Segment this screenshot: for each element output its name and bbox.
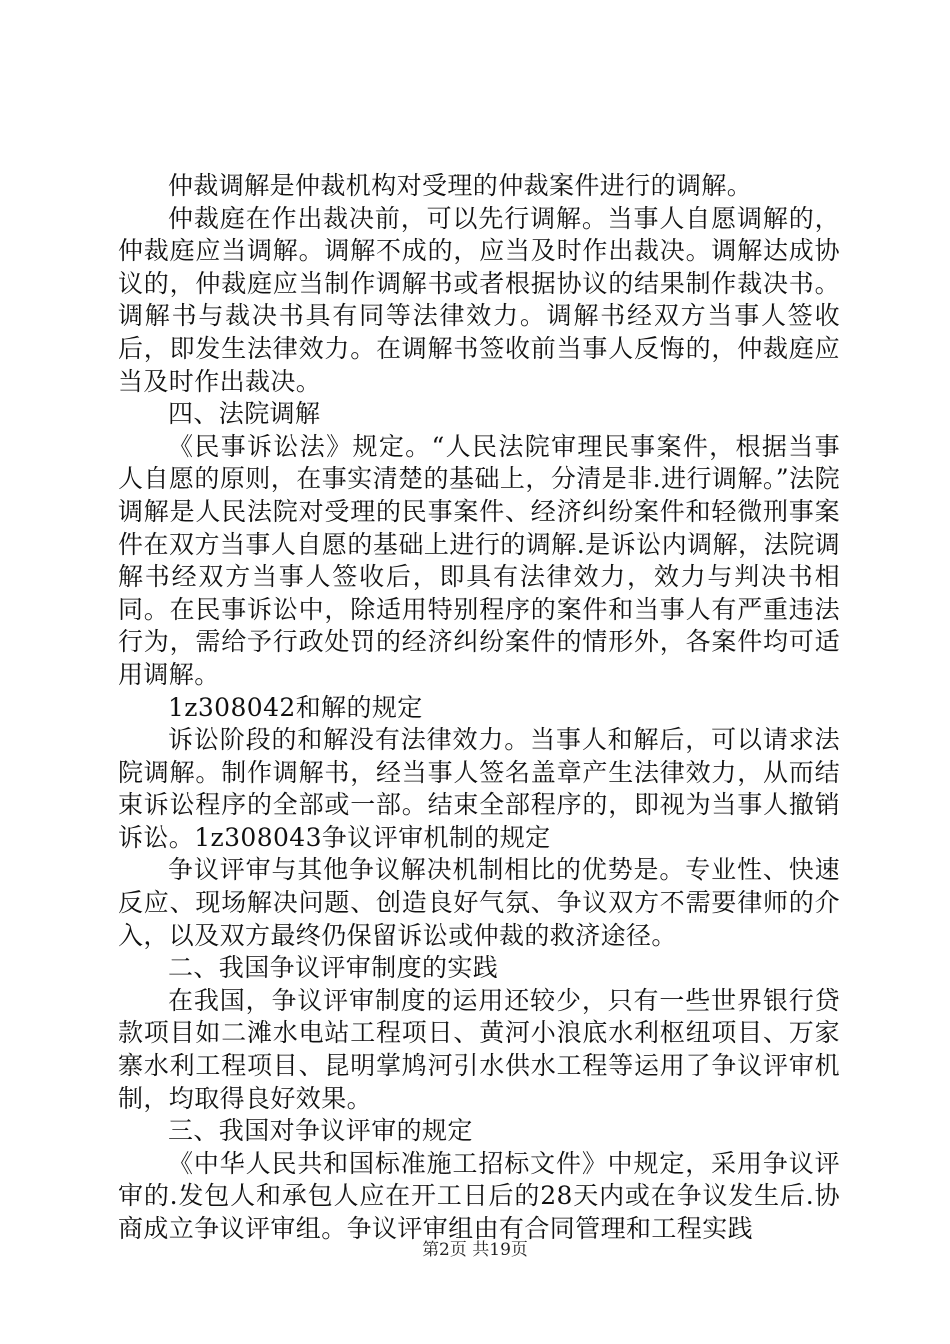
paragraph-arbitration-mediation: 仲裁调解是仲裁机构对受理的仲裁案件进行的调解。 (168, 171, 753, 200)
paragraph-standard-bidding-document: 《中华人民共和国标准施工招标文件》中规定，采用争议评审的.发包人和承包人应在开工日后的28天内或在争议发生后.协商成立争议评审组。争议评审组由有合同管理和工程实践 (118, 1148, 840, 1243)
paragraph-dispute-review-advantages: 争议评审与其他争议解决机制相比的优势是。专业性、快速反应、现场解决问题、创造良好气氛、争议双方不需要律师的介入，以及双方最终仍保留诉讼或仲裁的救济途径。 (118, 855, 840, 950)
paragraph-civil-procedure-law: 《民事诉讼法》规定。“人民法院审理民事案件，根据当事人自愿的原则，在事实清楚的基础上，分清是非.进行调解。”法院调解是人民法院对受理的民事案件、经济纠纷案件和轻微刑事案件在双方当事人自愿的基础上进行的调解.是诉讼内调解，法院调解书经双方当事人签收后，即具有法律效力，效力与判决书相同。在民事诉讼中，除适用特别程序的案件和当事人有严重违法行为，需给予行政处罚的经济纠纷案件的情形外，各案件均可适用调解。 (118, 431, 840, 689)
paragraph-arbitral-tribunal: 仲裁庭在作出裁决前，可以先行调解。当事人自愿调解的，仲裁庭应当调解。调解不成的，应当及时作出裁决。调解达成协议的，仲裁庭应当制作调解书或者根据协议的结果制作裁决书。调解书与裁决书具有同等法律效力。调解书经双方当事人签收后，即发生法律效力。在调解书签收前当事人反悔的，仲裁庭应当及时作出裁决。 (118, 203, 840, 396)
document-body (118, 170, 840, 1246)
heading-settlement-rules: 1z308042和解的规定 (168, 692, 423, 722)
page-number: 第2页 共19页 (422, 1240, 528, 1260)
paragraph-dispute-review-china: 在我国，争议评审制度的运用还较少，只有一些世界银行贷款项目如二滩水电站工程项日、黄河小浪底水利枢纽项目、万家寨水利工程项目、昆明掌鸠河引水供水工程等运用了争议评审机制，均取得良好效果。 (118, 985, 840, 1113)
heading-court-mediation: 四、法院调解 (168, 399, 321, 429)
page-footer (0, 1238, 950, 1262)
heading-dispute-review-practice: 二、我国争议评审制度的实践 (168, 953, 499, 983)
heading-dispute-review-rules: 三、我国对争议评审的规定 (168, 1116, 473, 1146)
paragraph-litigation-settlement: 诉讼阶段的和解没有法律效力。当事人和解后，可以请求法院调解。制作调解书，经当事人签名盖章产生法律效力，从而结束诉讼程序的全部或一部。结束全部程序的，即视为当事人撤销诉讼。1z308043争议评审机制的规定 (118, 725, 840, 852)
